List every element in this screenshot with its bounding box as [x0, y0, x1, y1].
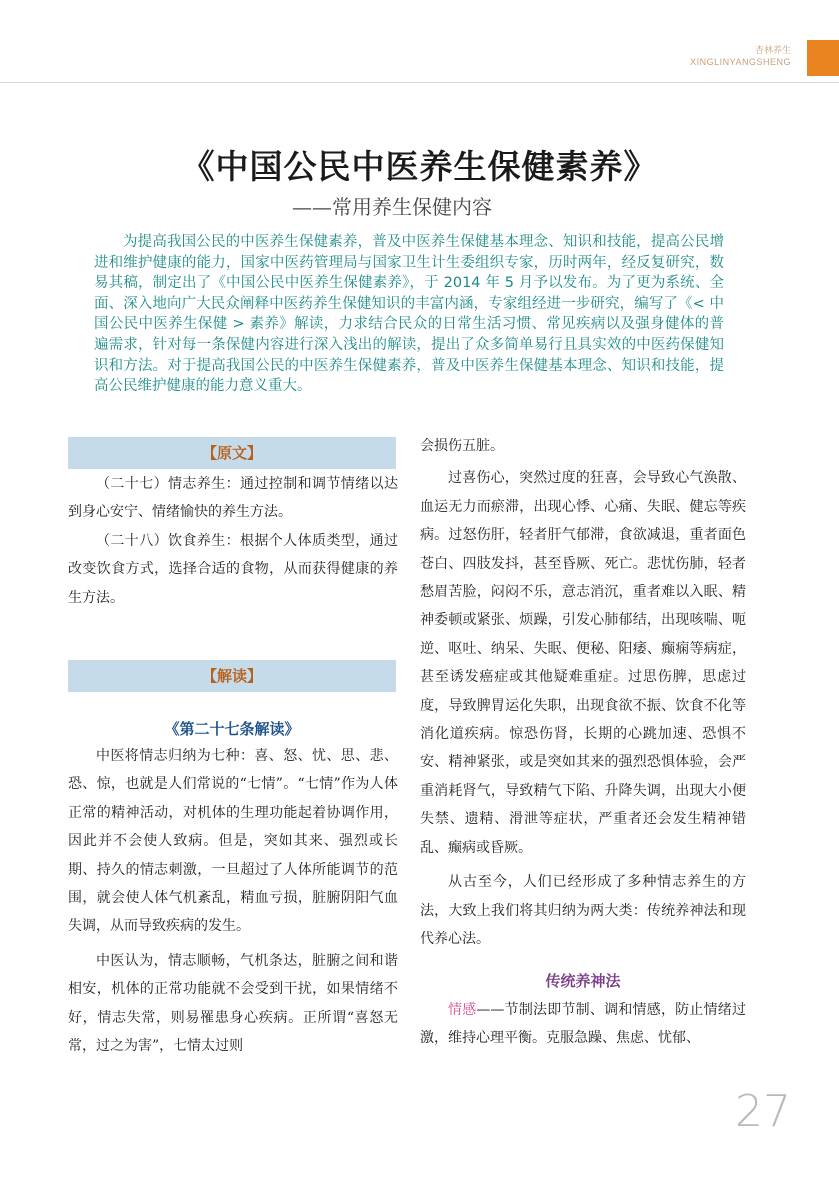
method-term: 情感: [448, 1001, 477, 1018]
interpretation-bar: 【解读】: [68, 660, 396, 692]
left-column-interpretation: [68, 742, 398, 1060]
header-divider: [0, 82, 839, 83]
intro-paragraph: 为提高我国公民的中医养生保健素养，普及中医养生保健基本理念、知识和技能，提高公民增进和维护健康的能力，国家中医药管理局与国家卫生计生委组织专家，历时两年，经反复研究，数易其稿，制定出了《中国公民中医养生保健素养》，于 2014 年 5 月予以发布。为了更为系统、全面、深入地向广大民众阐释中医药养生保健知识的丰富内涵，专家组经进一步研究，编写了《< 中国公民中医养生保健 > 素养》解读，力求结合民众的日常生活习惯、常见疾病以及强身健体的普遍需求，针对每一条保健内容进行深入浅出的解读，提出了众多简单易行且具实效的中医药保健知识和方法。对于提高我国公民的中医养生保健素养，普及中医养生保健基本理念、知识和技能，提高公民维护健康的能力意义重大。: [94, 234, 724, 395]
continuation-text: 会损伤五脏。: [420, 438, 504, 454]
original-item: （二十七）情志养生：通过控制和调节情绪以达到身心安宁、情绪愉快的养生方法。: [68, 476, 398, 521]
page-title: 《中国公民中医养生保健素养》: [181, 147, 658, 186]
column-name-en: XINGLINYANGSHENG: [690, 57, 791, 67]
original-text-bar: 【原文】: [68, 437, 396, 469]
header-accent-bar: [807, 40, 839, 76]
right-column: [420, 432, 746, 1053]
original-item: （二十八）饮食养生：根据个人体质类型，通过改变饮食方式，选择合适的食物，从而获得健康的养生方法。: [68, 532, 398, 606]
page-number: 27: [735, 1086, 791, 1137]
section-title: 《第二十七条解读》: [164, 720, 300, 738]
interpretation-paragraph: 中医将情志归纳为七种：喜、怒、忧、思、悲、恐、惊，也就是人们常说的“七情”。“七情”作为人体正常的精神活动，对机体的生理功能起着协调作用，因此并不会使人致病。但是，突如其来、强烈或长期、持久的情志刺激，一旦超过了人体所能调节的范围，就会使人体气机紊乱，精血亏损，脏腑阴阳气血失调，从而导致疾病的发生。: [68, 748, 398, 935]
interpretation-paragraph: 从古至今，人们已经形成了多种情志养生的方法，大致上我们将其归纳为两大类：传统养神法和现代养心法。: [420, 874, 746, 947]
page-subtitle: ——常用养生保健内容: [292, 195, 492, 219]
method-paragraph: [420, 996, 746, 1053]
column-name-cn: 杏林养生: [754, 46, 791, 56]
method-text: ——节制法即节制、调和情感，防止情绪过激，维持心理平衡。克服急躁、焦虑、忧郁、: [420, 1001, 746, 1047]
interpretation-paragraph: 中医认为，情志顺畅，气机条达，脏腑之间和谐相安，机体的正常功能就不会受到干扰，如果情绪不好，情志失常，则易罹患身心疾病。正所谓“喜怒无常，过之为害”，七情太过则: [68, 952, 398, 1055]
sub-heading: 传统养神法: [545, 972, 621, 991]
left-column: [68, 470, 398, 612]
running-header: [690, 46, 791, 68]
interpretation-paragraph: 过喜伤心，突然过度的狂喜，会导致心气涣散、血运无力而瘀滞，出现心悸、心痛、失眠、健忘等疾病。过怒伤肝，轻者肝气郁滞，食欲减退，重者面色苍白、四肢发抖，甚至昏厥、死亡。悲忧伤肺，轻者愁眉苦脸，闷闷不乐，意志消沉，重者难以入眠、精神委顿或紧张、烦躁，引发心肺郁结，出现咳喘、呃逆、呕吐、纳呆、失眠、便秘、阳痿、癫痫等病症，甚至诱发癌症或其他疑难重症。过思伤脾，思虑过度，导致脾胃运化失职，出现食欲不振、饮食不化等消化道疾病。惊恐伤肾，长期的心跳加速、恐惧不安、精神紧张，或是突如其来的强烈恐惧体验，会严重消耗肾气，导致精气下陷、升降失调，出现大小便失禁、遗精、滑泄等症状，严重者还会发生精神错乱、癫病或昏厥。: [420, 470, 746, 856]
